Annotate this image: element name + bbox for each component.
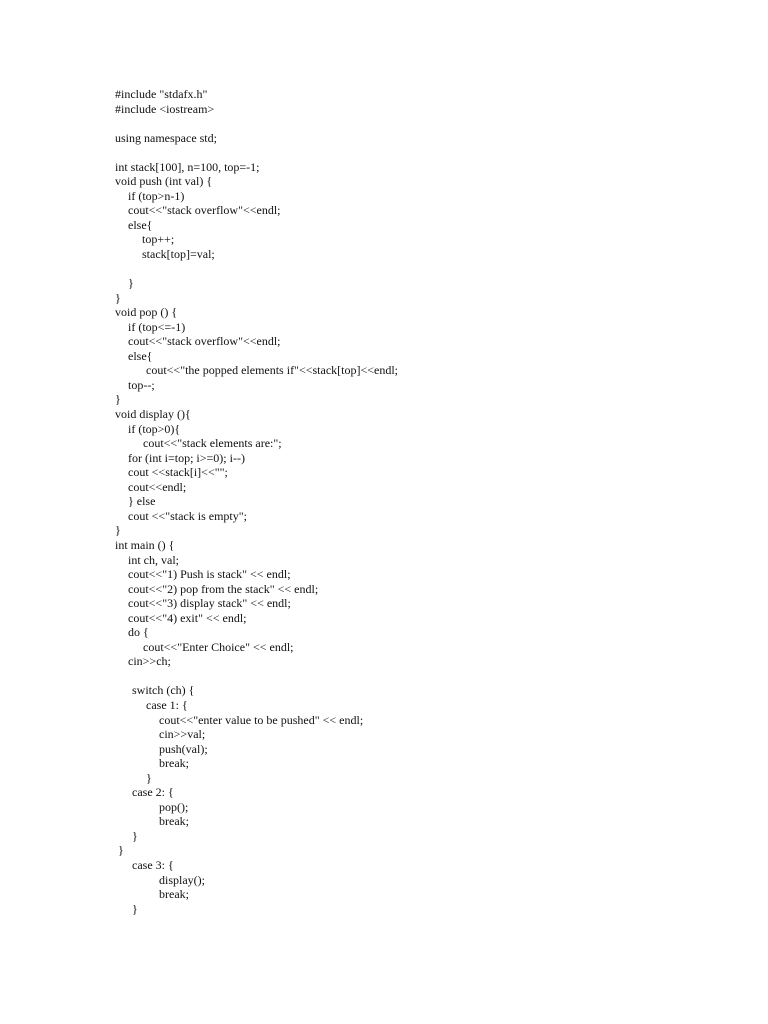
code-line: int main () { bbox=[115, 537, 175, 552]
code-line: break; bbox=[159, 887, 189, 902]
code-line: void push (int val) { bbox=[115, 174, 213, 189]
code-line: cout<<"stack elements are:"; bbox=[143, 436, 282, 451]
code-line: else{ bbox=[128, 348, 153, 363]
code-line: cout<<"the popped elements if"<<stack[top]<<endl; bbox=[146, 363, 399, 378]
code-line: cout<<"2) pop from the stack" << endl; bbox=[128, 581, 319, 596]
code-line bbox=[115, 145, 398, 160]
code-line: pop(); bbox=[159, 799, 189, 814]
code-line: } bbox=[115, 290, 121, 305]
code-line: cout <<"stack is empty"; bbox=[128, 508, 247, 523]
code-line: push(val); bbox=[159, 741, 208, 756]
code-line: cout<<"Enter Choice" << endl; bbox=[143, 639, 294, 654]
code-line: top--; bbox=[128, 377, 155, 392]
code-line: cout<<"enter value to be pushed" << endl; bbox=[159, 712, 364, 727]
code-line: } bbox=[132, 901, 138, 916]
code-line: switch (ch) { bbox=[132, 683, 195, 698]
code-line: } bbox=[146, 770, 152, 785]
code-line: do { bbox=[128, 625, 149, 640]
code-line: void pop () { bbox=[115, 305, 178, 320]
code-line: void display (){ bbox=[115, 407, 191, 422]
code-line: int stack[100], n=100, top=-1; bbox=[115, 159, 260, 174]
code-line: cout<<"4) exit" << endl; bbox=[128, 610, 247, 625]
code-line: } bbox=[132, 828, 138, 843]
code-line: int ch, val; bbox=[128, 552, 179, 567]
code-line: } bbox=[118, 843, 124, 858]
code-line: break; bbox=[159, 756, 189, 771]
code-line: break; bbox=[159, 814, 189, 829]
code-line: cin>>ch; bbox=[128, 654, 171, 669]
code-line: } bbox=[115, 392, 121, 407]
code-line: } bbox=[115, 523, 121, 538]
code-line: for (int i=top; i>=0); i--) bbox=[128, 450, 245, 465]
code-line: cout<<"1) Push is stack" << endl; bbox=[128, 567, 291, 582]
code-line bbox=[115, 262, 398, 277]
code-line: cin>>val; bbox=[159, 727, 206, 742]
code-line: else{ bbox=[128, 217, 153, 232]
code-line: cout <<stack[i]<<""; bbox=[128, 465, 228, 480]
code-line: #include "stdafx.h" bbox=[115, 87, 208, 101]
code-line: using namespace std; bbox=[115, 130, 217, 145]
code-line: cout<<"stack overflow"<<endl; bbox=[128, 334, 281, 349]
code-line: cout<<"3) display stack" << endl; bbox=[128, 596, 291, 611]
code-line: cout<<endl; bbox=[128, 479, 187, 494]
code-line: stack[top]=val; bbox=[142, 247, 215, 262]
code-line: case 3: { bbox=[132, 857, 174, 872]
code-listing bbox=[115, 87, 398, 916]
code-line: if (top>0){ bbox=[128, 421, 181, 436]
code-line: if (top<=-1) bbox=[128, 319, 186, 334]
code-line: if (top>n-1) bbox=[128, 188, 185, 203]
code-line: } else bbox=[128, 494, 156, 509]
code-line bbox=[115, 669, 398, 684]
code-line: case 1: { bbox=[146, 697, 188, 712]
code-line: } bbox=[128, 276, 134, 291]
code-line: display(); bbox=[159, 872, 205, 887]
code-line bbox=[115, 116, 398, 131]
code-line: case 2: { bbox=[132, 785, 174, 800]
code-line: top++; bbox=[142, 232, 175, 247]
code-line: cout<<"stack overflow"<<endl; bbox=[128, 203, 281, 218]
code-line: #include <iostream> bbox=[115, 101, 215, 116]
